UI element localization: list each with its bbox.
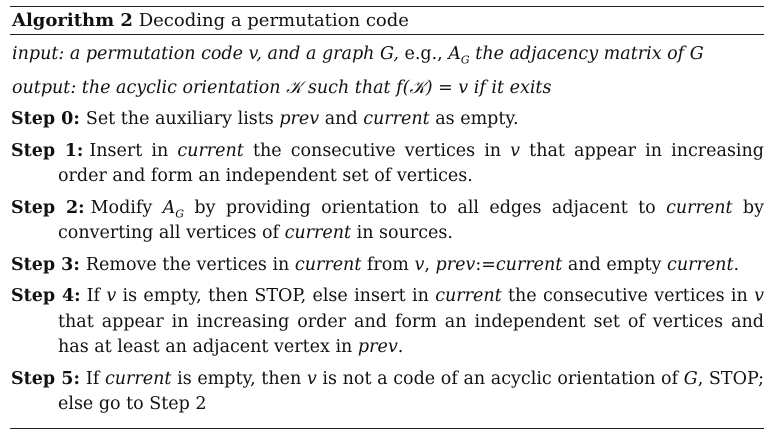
algorithm-steps	[10, 107, 764, 418]
algorithm-step	[10, 107, 764, 133]
algorithm-title: Decoding a permutation code	[138, 10, 409, 31]
step-text: prev	[357, 337, 398, 357]
step-text: is not a code of an acyclic orientation of	[316, 368, 684, 389]
step-text: Set the auxiliary lists	[85, 109, 280, 129]
input-text: input: a permutation code v, and a graph G,	[12, 44, 405, 64]
step-text: the consecutive vertices in	[243, 140, 511, 161]
step-text: Insert in	[89, 140, 178, 161]
step-text: prev	[279, 109, 320, 129]
step-text: v	[754, 286, 764, 306]
step-text: .	[733, 254, 740, 275]
step-text: Modify	[90, 197, 163, 218]
step-label: Step 2:	[11, 197, 85, 218]
bottom-rule	[10, 428, 764, 429]
input-eg: e.g.,	[404, 44, 449, 64]
step-text: the consecutive vertices in	[501, 286, 755, 306]
step-label: Step 0:	[11, 109, 80, 129]
step-label: Step 1:	[11, 140, 84, 161]
algorithm-step	[10, 253, 764, 279]
caption-rule	[10, 34, 764, 35]
input-suffix: the adjacency matrix of G	[469, 44, 704, 64]
algorithm-caption	[10, 7, 764, 34]
step-text: ,	[424, 254, 436, 275]
step-text: .	[397, 337, 404, 357]
step-text: from	[361, 254, 415, 275]
step-label: Step 5:	[11, 368, 80, 389]
step-text: is empty, then STOP, else insert in	[116, 286, 436, 306]
input-matrix-sub: G	[460, 53, 470, 67]
step-text: that appear in increasing order and form an independent set of vertices.	[58, 140, 764, 186]
step-text: v	[414, 254, 425, 275]
algorithm-block	[10, 6, 764, 429]
step-text: current	[667, 254, 734, 275]
algorithm-step	[10, 367, 764, 418]
step-text: current	[435, 286, 502, 306]
step-text: by providing orientation to all edges adjacent to	[184, 197, 667, 218]
step-text: current	[177, 140, 244, 161]
step-text: prev	[435, 254, 476, 275]
step-text: current	[104, 368, 172, 389]
step-text: current	[284, 223, 352, 243]
step-text: current	[666, 197, 733, 218]
algorithm-output: output: the acyclic orientation 𝒦 such that f(𝒦) = v if it exits	[12, 78, 552, 98]
step-text: v	[510, 140, 521, 161]
step-text: Remove the vertices in	[85, 254, 295, 275]
input-matrix: A	[448, 44, 461, 64]
algorithm-input	[10, 37, 764, 71]
step-text: A	[162, 197, 176, 218]
step-label: Step 4:	[11, 286, 81, 306]
step-text: G	[175, 207, 185, 220]
step-text: by converting all vertices of	[58, 197, 764, 243]
step-text: in sources.	[351, 223, 453, 243]
step-text: v	[306, 368, 317, 389]
step-label: Step 3:	[11, 254, 80, 275]
algorithm-step	[10, 196, 764, 247]
step-text: current	[495, 254, 563, 275]
step-text: and	[319, 109, 364, 129]
step-text: and empty	[562, 254, 668, 275]
step-text: that appear in increasing order and form an independent set of vertices and has at least an adjacent vertex in	[58, 311, 764, 357]
step-text: If	[86, 286, 107, 306]
step-text: G	[683, 368, 698, 389]
algorithm-step	[10, 284, 764, 361]
step-text: v	[106, 286, 117, 306]
step-text: is empty, then	[171, 368, 307, 389]
step-text: If	[85, 368, 105, 389]
step-text: as empty.	[429, 109, 519, 129]
algorithm-label: Algorithm 2	[12, 10, 133, 31]
step-text: current	[363, 109, 430, 129]
step-text: , STOP; else go to Step 2	[58, 368, 764, 414]
step-text: current	[294, 254, 362, 275]
step-text: :=	[475, 254, 496, 275]
algorithm-step	[10, 139, 764, 190]
